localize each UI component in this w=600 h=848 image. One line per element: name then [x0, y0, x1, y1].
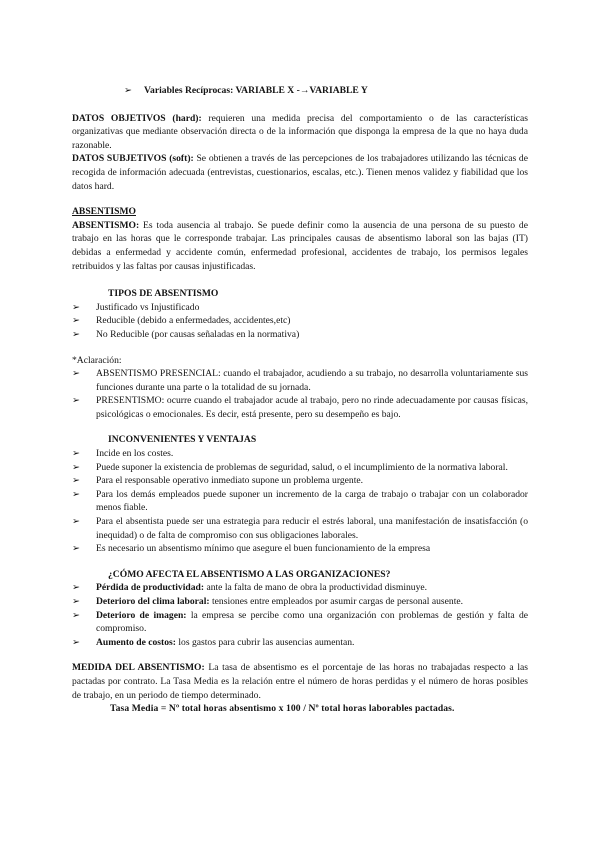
list-item [72, 447, 528, 461]
list-item [72, 488, 528, 515]
arrowhead-bullet-icon: ➢ [72, 596, 81, 607]
afecta-item-label: Pérdida de productividad: [96, 582, 205, 594]
arrowhead-bullet-icon: ➢ [72, 609, 81, 621]
tipos-list [72, 301, 528, 342]
afecta-item-text: ante la falta de mano de obra la productividad disminuye. [204, 582, 428, 594]
absentismo-heading [72, 205, 528, 219]
inconvenientes-list [72, 447, 528, 556]
variables-line [72, 84, 528, 98]
inconvenientes-item-text: Para el absentista puede ser una estrategia para reducir el estrés laboral, una manifestación de insatisfacción (o inequidad) o de falta de compromiso con sus obligaciones laborales. [96, 516, 528, 541]
list-item [72, 595, 528, 609]
arrowhead-bullet-icon: ➢ [72, 461, 81, 473]
tipos-item-text: No Reducible (por causas señaladas en la normativa) [96, 328, 300, 340]
inconvenientes-item-text: Para el responsable operativo inmediato supone un problema urgente. [96, 475, 364, 487]
aclaracion-item-text: ABSENTISMO PRESENCIAL: cuando el trabajador, acudiendo a su trabajo, no desarrolla voluntariamente sus funciones durante una parte o la totalidad de su jornada. [96, 368, 528, 393]
afecta-item-text: los gastos para cubrir las ausencias aumentan. [175, 636, 355, 648]
absentismo-paragraph [72, 219, 528, 273]
afecta-item-label: Aumento de costos: [96, 636, 176, 648]
list-item [72, 328, 528, 342]
absentismo-label: ABSENTISMO: [72, 219, 140, 231]
list-item [72, 314, 528, 328]
list-item [72, 609, 528, 636]
medida-paragraph [72, 661, 528, 702]
afecta-item-text: tensiones entre empleados por asumir cargas de personal ausente. [209, 596, 464, 607]
inconvenientes-item-text: Incide en los costes. [96, 448, 174, 460]
arrowhead-bullet-icon: ➢ [72, 328, 81, 340]
arrowhead-bullet-icon: ➢ [72, 395, 81, 407]
arrowhead-bullet-icon: ➢ [72, 582, 81, 594]
datos-objetivos-text: requieren una medida precisa del comportamiento o de las características organizativas que mediante observación directa o de la información que disponga la empresa de la que no haya duda razonable. [72, 112, 529, 151]
datos-objetivos-label: DATOS OBJETIVOS (hard): [72, 112, 202, 124]
variables-text: Variables Recíprocas: VARIABLE X -→VARIABLE Y [144, 85, 368, 96]
list-item [72, 301, 528, 315]
aclaracion-list [72, 367, 528, 421]
arrowhead-bullet-icon: ➢ [72, 543, 81, 555]
inconvenientes-item-text: Puede suponer la existencia de problemas de seguridad, salud, o el incumplimiento de la normativa laboral. [96, 461, 508, 473]
afecta-item-label: Deterioro de imagen: [96, 609, 187, 621]
aclaracion-heading: *Aclaración: [72, 354, 122, 366]
list-item [72, 394, 528, 421]
arrowhead-bullet-icon: ➢ [72, 301, 81, 313]
afecta-heading: ¿CÓMO AFECTA EL ABSENTISMO A LAS ORGANIZACIONES? [108, 568, 391, 580]
list-item [72, 581, 528, 595]
datos-subjetivos-paragraph [72, 152, 528, 193]
arrowhead-bullet-icon: ➢ [72, 636, 81, 648]
arrowhead-bullet-icon: ➢ [72, 488, 81, 500]
inconvenientes-item-text: Para los demás empleados puede suponer un incremento de la carga de trabajo o trabajar con un colaborador menos fiable. [96, 488, 528, 514]
tipos-heading: TIPOS DE ABSENTISMO [108, 288, 219, 300]
list-item [72, 474, 528, 488]
datos-objetivos-paragraph [72, 112, 528, 153]
list-item [72, 461, 528, 475]
arrowhead-bullet-icon: ➢ [124, 85, 133, 96]
list-item [72, 515, 528, 542]
list-item [72, 367, 528, 394]
inconvenientes-item-text: Es necesario un absentismo mínimo que asegure el buen funcionamiento de la empresa [96, 543, 431, 555]
absentismo-text: Es toda ausencia al trabajo. Se puede definir como la ausencia de una persona de su puesto de trabajo en las horas que le corresponde trabajar. Las principales causas de absentismo laboral son las bajas (IT) debidas a enfermedad y accidente común, enfermedad profesional, accidentes de trabajo, los permisos legales retribuidos y las faltas por causas injustificadas. [72, 219, 528, 272]
absentismo-heading-text: ABSENTISMO [72, 206, 136, 218]
datos-subjetivos-label: DATOS SUBJETIVOS (soft): [72, 153, 194, 165]
list-item [72, 636, 528, 650]
arrowhead-bullet-icon: ➢ [72, 475, 81, 487]
afecta-item-text: la empresa se percibe como una organización con problemas de gestión y falta de compromiso. [96, 609, 528, 635]
aclaracion-item-text: PRESENTISMO: ocurre cuando el trabajador acude al trabajo, pero no rinde adecuadamente por causas físicas, psicológicas o emocionales. Es decir, está presente, pero su desempeño es bajo. [96, 395, 528, 420]
inconvenientes-heading: INCONVENIENTES Y VENTAJAS [108, 434, 257, 446]
list-item [72, 542, 528, 556]
afecta-item-label: Deterioro del clima laboral: [96, 596, 210, 607]
afecta-list [72, 581, 528, 649]
arrowhead-bullet-icon: ➢ [72, 315, 81, 327]
tipos-item-text: Justificado vs Injustificado [96, 301, 200, 313]
datos-subjetivos-text: Se obtienen a través de las percepciones de los trabajadores utilizando las técnicas de recogida de información adecuada (entrevistas, cuestionarios, escalas, etc.). Tienen menos validez y fiabilidad que los datos hard. [72, 153, 528, 192]
arrowhead-bullet-icon: ➢ [72, 516, 81, 528]
medida-label: MEDIDA DEL ABSENTISMO: [72, 662, 205, 674]
arrowhead-bullet-icon: ➢ [72, 368, 81, 380]
arrowhead-bullet-icon: ➢ [72, 448, 81, 460]
tipos-item-text: Reducible (debido a enfermedades, accidentes,etc) [96, 315, 291, 327]
medida-text: La tasa de absentismo es el porcentaje de las horas no trabajadas respecto a las pactadas por contrato. La Tasa Media es la relación entre el número de horas perdidas y el número de horas posibles de trabajo, en un periodo de tiempo determinado. [72, 662, 529, 701]
tasa-media-formula: Tasa Media = Nº total horas absentismo x 100 / Nº total horas laborables pactadas. [110, 703, 455, 715]
